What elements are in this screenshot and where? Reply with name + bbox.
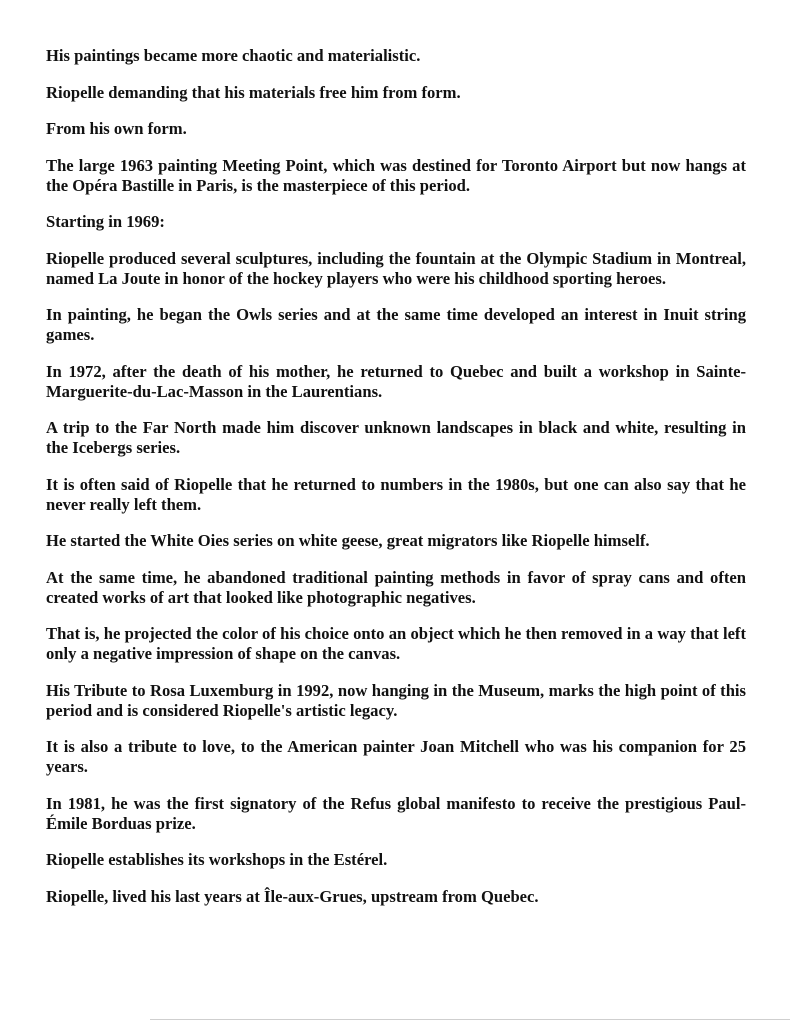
paragraph: Starting in 1969: bbox=[46, 212, 165, 231]
paragraph: Riopelle produced several sculptures, including the fountain at the Olympic Stadium in Montreal, named La Joute in honor of the hockey players who were his childhood sporting heroes. bbox=[46, 248, 746, 288]
paragraph: He started the White Oies series on white geese, great migrators like Riopelle himself. bbox=[46, 531, 650, 550]
paragraph: In painting, he began the Owls series and at the same time developed an interest in Inuit string games. bbox=[46, 305, 746, 344]
paragraph: It is also a tribute to love, to the American painter Joan Mitchell who was his companion for 25 years. bbox=[46, 737, 746, 776]
paragraph: Riopelle, lived his last years at Île-aux-Grues, upstream from Quebec. bbox=[46, 886, 539, 906]
paragraph: His Tribute to Rosa Luxemburg in 1992, now hanging in the Museum, marks the high point of this period and is considered Riopelle's artistic legacy. bbox=[46, 680, 746, 720]
paragraph: It is often said of Riopelle that he returned to numbers in the 1980s, but one can also say that he never really left them. bbox=[46, 474, 746, 514]
paragraph: That is, he projected the color of his choice onto an object which he then removed in a way that left only a negative impression of shape on the canvas. bbox=[46, 624, 746, 663]
paragraph: A trip to the Far North made him discover unknown landscapes in black and white, resulting in the Icebergs series. bbox=[46, 418, 746, 457]
paragraph: His paintings became more chaotic and materialistic. bbox=[46, 46, 421, 65]
paragraph: In 1972, after the death of his mother, he returned to Quebec and built a workshop in Sainte-Marguerite-du-Lac-Masson in the Laurentians. bbox=[46, 361, 746, 401]
page-bottom-edge bbox=[150, 1019, 790, 1020]
paragraph: From his own form. bbox=[46, 119, 187, 138]
paragraph: The large 1963 painting Meeting Point, which was destined for Toronto Airport but now hangs at the Opéra Bastille in Paris, is the masterpiece of this period. bbox=[46, 155, 746, 195]
paragraph: Riopelle demanding that his materials free him from form. bbox=[46, 82, 461, 102]
paragraph: In 1981, he was the first signatory of the Refus global manifesto to receive the prestigious Paul-Émile Borduas prize. bbox=[46, 793, 746, 833]
paragraph: At the same time, he abandoned traditional painting methods in favor of spray cans and often created works of art that looked like photographic negatives. bbox=[46, 567, 746, 607]
document-page bbox=[46, 46, 746, 923]
paragraph: Riopelle establishes its workshops in the Estérel. bbox=[46, 850, 388, 869]
